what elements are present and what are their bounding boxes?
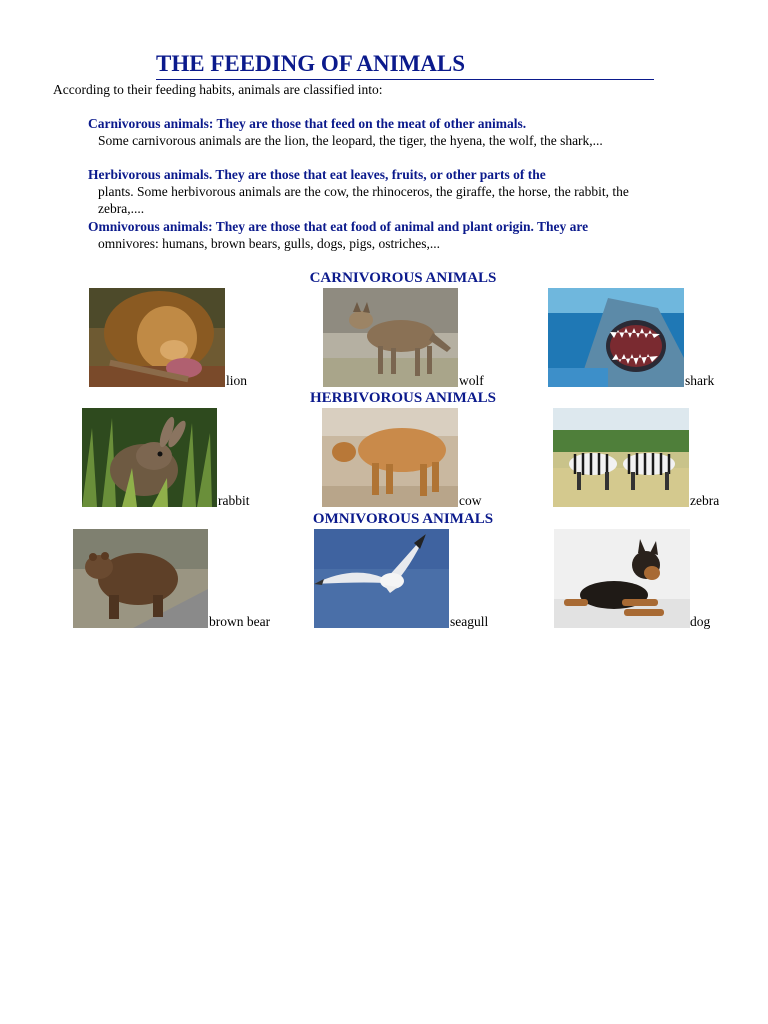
caption-dog: dog xyxy=(690,614,711,629)
caption-seagull: seagull xyxy=(450,614,489,629)
category-body: Some carnivorous animals are the lion, the leopard, the tiger, the hyena, the wolf, the shark,... xyxy=(98,133,603,148)
wolf-photo xyxy=(323,288,458,387)
category-heading: Carnivorous animals: They are those that feed on the meat of other animals. xyxy=(88,116,527,131)
category-herbivorous xyxy=(77,166,657,217)
intro-text: According to their feeding habits, animals are classified into: xyxy=(53,82,383,97)
rabbit-photo xyxy=(82,408,217,507)
caption-cow: cow xyxy=(459,493,482,508)
page-title: THE FEEDING OF ANIMALS xyxy=(156,50,654,80)
zebra-photo xyxy=(553,408,689,507)
category-heading: Herbivorous animals. They are those that eat leaves, fruits, or other parts of the xyxy=(88,167,546,182)
dog-photo xyxy=(554,529,690,628)
brown-bear-photo xyxy=(73,529,208,628)
section-title-carnivorous: CARNIVOROUS ANIMALS xyxy=(309,270,497,286)
caption-shark: shark xyxy=(685,373,715,388)
caption-brown-bear: brown bear xyxy=(209,614,271,629)
shark-photo xyxy=(548,288,684,387)
category-heading: Omnivorous animals: They are those that eat food of animal and plant origin. They are xyxy=(88,219,589,234)
cow-photo xyxy=(322,408,458,507)
category-omnivorous xyxy=(77,218,657,252)
seagull-photo xyxy=(314,529,449,628)
lion-photo xyxy=(89,288,225,387)
caption-rabbit: rabbit xyxy=(218,493,250,508)
caption-zebra: zebra xyxy=(690,493,720,508)
section-title-omnivorous: OMNIVOROUS ANIMALS xyxy=(312,511,494,527)
caption-wolf: wolf xyxy=(459,373,484,388)
category-carnivorous xyxy=(77,115,657,149)
category-body: omnivores: humans, brown bears, gulls, dogs, pigs, ostriches,... xyxy=(98,236,440,251)
section-title-herbivorous: HERBIVOROUS ANIMALS xyxy=(310,390,496,406)
caption-lion: lion xyxy=(226,373,248,388)
category-body: plants. Some herbivorous animals are the cow, the rhinoceros, the giraffe, the horse, the rabbit, the zebra,.... xyxy=(98,184,629,216)
